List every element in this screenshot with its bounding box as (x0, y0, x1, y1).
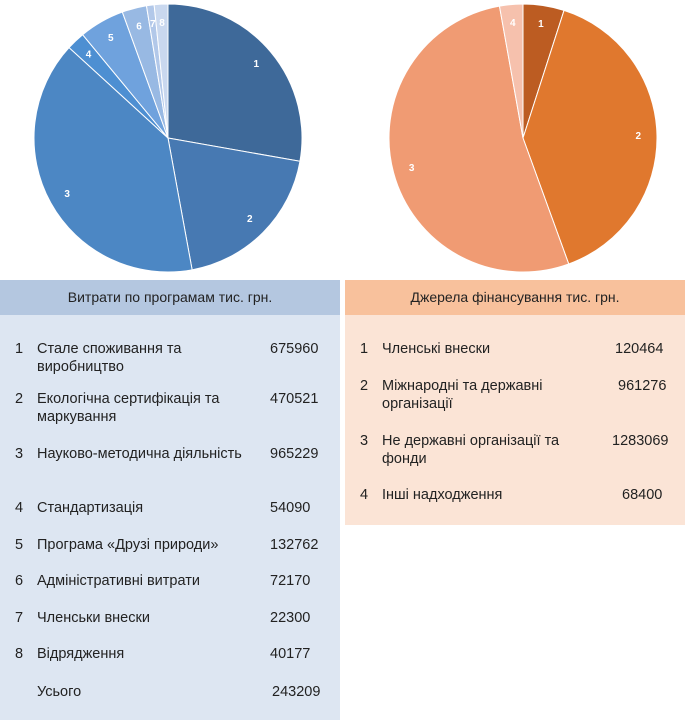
row-number: 1 (360, 341, 369, 357)
row-label: Програма «Друзі природи» (37, 537, 219, 553)
funding-slice-label-4: 4 (510, 18, 516, 30)
row-label: Стале споживання та виробництво (37, 341, 182, 375)
row-number: 2 (360, 378, 369, 394)
row-label: Науково-методична діяльність (37, 446, 242, 462)
row-value: 72170 (270, 573, 311, 589)
expenses-slice-label-7: 7 (149, 18, 156, 30)
row-value: 132762 (270, 537, 319, 553)
row-label: Членські внески (382, 341, 491, 357)
row-value: 961276 (618, 378, 667, 394)
expenses-slice-label-3: 3 (64, 188, 70, 200)
row-number: 3 (15, 446, 24, 462)
funding-pie-chart (385, 0, 661, 276)
row-value: 120464 (615, 341, 664, 357)
row-label: Міжнародні та державні організації (382, 378, 543, 412)
expenses-slice-label-1: 1 (253, 58, 260, 70)
row-value: 68400 (622, 487, 663, 503)
funding-slice-label-2: 2 (635, 130, 642, 142)
expenses-pie-chart (30, 0, 306, 276)
expenses-slice-label-2: 2 (246, 214, 253, 226)
row-label: Стандартизація (37, 500, 144, 516)
total-label: Усього (37, 684, 82, 700)
expenses-slice-1 (168, 4, 302, 161)
row-value: 470521 (270, 391, 319, 407)
row-number: 7 (15, 610, 24, 626)
row-value: 1283069 (612, 433, 669, 449)
expenses-title: Витрати по програмам тис. грн. (0, 280, 340, 315)
row-number: 2 (15, 391, 24, 407)
funding-title: Джерела фінансування тис. грн. (345, 280, 685, 315)
row-number: 8 (15, 646, 24, 662)
row-label: Відрядження (37, 646, 125, 662)
row-number: 6 (15, 573, 24, 589)
expenses-slice-label-8: 8 (159, 17, 165, 29)
row-label: Членськи внески (37, 610, 150, 626)
expenses-panel (0, 280, 340, 720)
funding-panel (345, 280, 685, 525)
row-value: 40177 (270, 646, 311, 662)
row-label: Не державні організації та фонди (382, 433, 560, 467)
row-label: Інші надходження (382, 487, 503, 503)
row-number: 3 (360, 433, 369, 449)
expenses-slice-label-6: 6 (136, 21, 142, 33)
row-value: 22300 (270, 610, 311, 626)
row-label: Екологічна сертифікація та маркування (37, 391, 220, 425)
row-number: 4 (360, 487, 369, 503)
row-value: 675960 (270, 341, 319, 357)
funding-slice-label-3: 3 (408, 162, 415, 174)
row-number: 5 (15, 537, 24, 553)
total-value: 243209 (272, 684, 321, 700)
expenses-slice-label-4: 4 (85, 49, 92, 61)
expenses-slice-label-5: 5 (108, 32, 114, 44)
row-value: 965229 (270, 446, 319, 462)
row-label: Адміністративні витрати (37, 573, 200, 589)
row-value: 54090 (270, 500, 311, 516)
row-number: 4 (15, 500, 24, 516)
row-number: 1 (15, 341, 24, 357)
funding-slice-label-1: 1 (538, 19, 544, 31)
